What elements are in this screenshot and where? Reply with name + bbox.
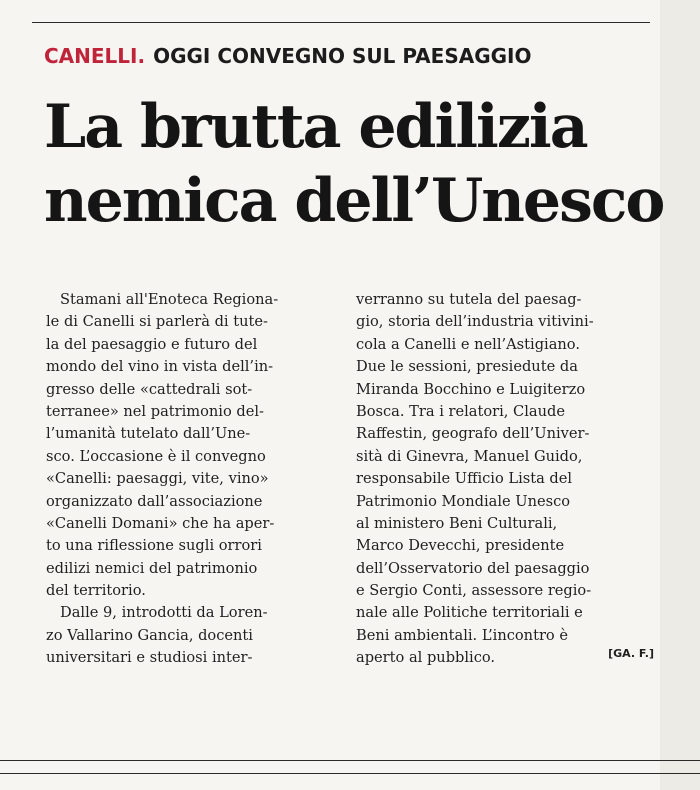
body-line: sco. L’occasione è il convegno [46,447,266,465]
body-line: universitari e studiosi inter- [46,649,253,667]
body-line: edilizi nemici del patrimonio [46,559,258,577]
body-line: l’umanità tutelato dall’Une- [46,425,251,443]
body-line: gio, storia dell’industria vitivini- [356,313,594,331]
body-line: verranno su tutela del paesag- [356,291,582,308]
body-line: al ministero Beni Culturali, [356,514,558,532]
body-line: to una riflessione sugli orrori [46,537,262,555]
body-line: Beni ambientali. L’incontro è [356,626,568,644]
body-line: terranee» nel patrimonio del- [46,402,264,420]
body-line: organizzato dall’associazione [46,492,263,510]
body-line: cola a Canelli e nell’Astigiano. [356,335,580,353]
body-line: «Canelli: paesaggi, vite, vino» [46,470,269,488]
body-line: Dalle 9, introdotti da Loren- [60,604,268,622]
headline-line-2: nemica dell’Unesco [44,166,664,236]
body-line: aperto al pubblico. [356,649,496,667]
body-line: responsabile Ufficio Lista del [356,470,573,488]
body-line: Marco Devecchi, presidente [356,537,565,555]
body-line: Miranda Bocchino e Luigiterzo [356,380,586,398]
body-line: nale alle Politiche territoriali e [356,604,583,622]
headline-line-1: La brutta edilizia [44,92,587,162]
body-line: e Sergio Conti, assessore regio- [356,582,592,600]
kicker [44,44,531,68]
body-line: Patrimonio Mondiale Unesco [356,492,571,510]
body-line: gresso delle «cattedrali sot- [46,380,253,398]
body-line: dell’Osservatorio del paesaggio [356,559,590,577]
article-column-left [46,289,326,670]
body-line: sità di Ginevra, Manuel Guido, [356,447,583,465]
author-signature: [GA. F.] [608,647,654,661]
kicker-place: CANELLI. [44,44,146,68]
body-line: Raffestin, geografo dell’Univer- [356,425,590,443]
body-line: mondo del vino in vista dell’in- [46,358,274,376]
body-line: zo Vallarino Gancia, docenti [46,626,253,644]
body-line: del territorio. [46,582,146,600]
body-line: «Canelli Domani» che ha aper- [46,514,275,532]
page-edge [660,0,700,790]
body-line: Stamani all'Enoteca Regiona- [60,291,279,308]
kicker-topic: OGGI CONVEGNO SUL PAESAGGIO [153,44,532,68]
bottom-rule [0,760,700,761]
body-line: la del paesaggio e futuro del [46,335,258,353]
article-column-right [356,289,654,670]
body-line: le di Canelli si parlerà di tute- [46,313,268,331]
headline [44,90,664,238]
bottom-rule-secondary [0,773,700,774]
body-line: Due le sessioni, presiedute da [356,358,578,376]
body-line: Bosca. Tra i relatori, Claude [356,402,565,420]
top-rule [32,22,650,23]
